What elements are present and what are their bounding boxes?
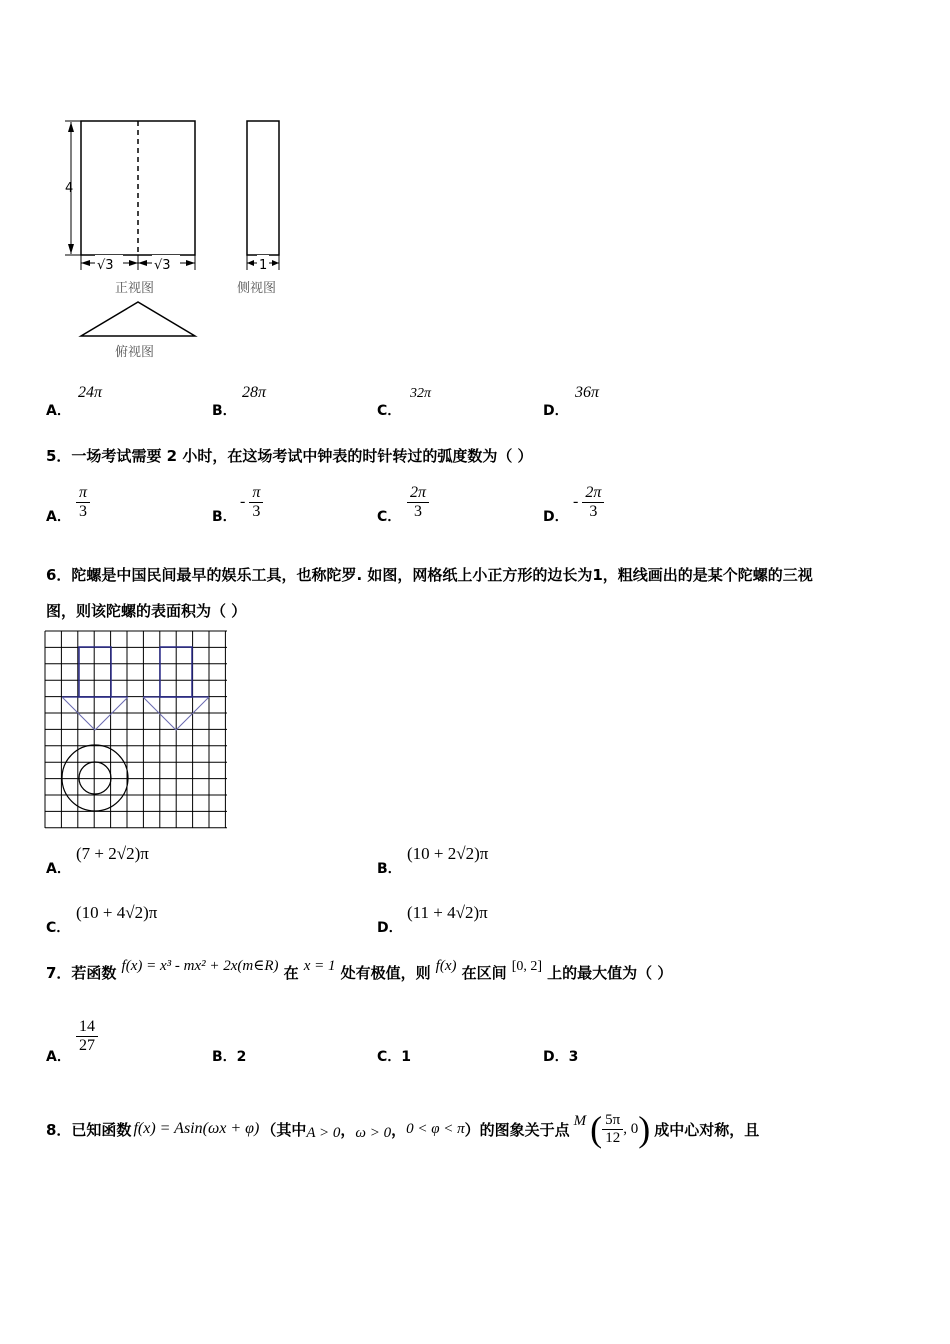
q8-sep1: ，	[340, 1120, 356, 1139]
q6-top-view-inner-circle	[79, 762, 111, 794]
height-arrow-bottom	[68, 244, 74, 254]
q6-option-c-value: (10 + 4√2)π	[76, 903, 158, 922]
q5-option-a-label: A．	[46, 509, 71, 525]
q7-option-a-label: A．	[46, 1049, 71, 1065]
q4-option-d-value: 36π	[575, 384, 600, 401]
q8-cond-phi: 0 < φ < π	[406, 1120, 465, 1137]
grid-lines	[45, 631, 227, 828]
side-width-label: 1	[259, 258, 268, 273]
height-label: 4	[65, 181, 74, 196]
top-view-triangle	[81, 302, 195, 336]
q5-option-c-label: C．	[377, 509, 402, 525]
q6-front-view-rect	[79, 647, 111, 697]
q4-option-a-value: 24π	[78, 384, 103, 401]
q7-option-a-value: $\frac{14}{27}$	[76, 1018, 98, 1054]
q7-fx: f(x)	[435, 958, 457, 974]
q7-mid3: 在区间	[461, 964, 507, 982]
q8-cond-a: A > 0	[306, 1124, 341, 1141]
q8-paren-close: ）的图象关于点	[464, 1120, 570, 1139]
q6-option-a-value: (7 + 2√2)π	[76, 844, 149, 863]
q7-prefix: 7．若函数	[46, 964, 117, 982]
width-left-label: √3	[97, 258, 114, 273]
q6-top-view-outer-circle	[62, 745, 128, 811]
q5-option-d-value: - $\frac{2\pi}{3}$	[573, 484, 604, 520]
q6-option-d-value: (11 + 4√2)π	[407, 903, 488, 922]
q5-option-d-label: D．	[543, 509, 569, 525]
q8-function: f(x) = Asin(ωx + φ)	[133, 1120, 260, 1137]
q5-option-c-value: $\frac{2\pi}{3}$	[407, 484, 429, 520]
q7-question-line	[46, 958, 673, 983]
q6-option-b-value: (10 + 2√2)π	[407, 844, 489, 863]
q4-option-b-label: B．	[212, 403, 237, 419]
q8-point: ( $\frac{5\pi}{12}$ , 0 )	[590, 1109, 651, 1149]
q8-sep2: ，	[391, 1120, 407, 1139]
q5-question-text: 5．一场考试需要 2 小时，在这场考试中钟表的时针转过的弧度数为（ ）	[46, 447, 533, 465]
q5-option-b-label: B．	[212, 509, 237, 525]
q4-option-d-label: D．	[543, 403, 569, 419]
q4-option-c-value: 32π	[410, 386, 432, 401]
q8-prefix: 8．已知函数	[46, 1120, 132, 1139]
q8-question-line	[46, 1104, 759, 1154]
q6-question-line2: 图，则该陀螺的表面积为（ ）	[46, 602, 247, 620]
q5-option-a-value: $\frac{\pi}{3}$	[76, 484, 90, 520]
front-view-caption: 正视图	[115, 281, 155, 296]
q8-paren-open: （其中	[261, 1120, 307, 1139]
q4-option-a-label: A．	[46, 403, 71, 419]
q4-option-b-value: 28π	[242, 384, 267, 401]
q6-option-a-label: A．	[46, 861, 71, 877]
q7-option-c: C．1	[377, 1049, 412, 1065]
q7-suffix: 上的最大值为（ ）	[547, 964, 673, 982]
q6-option-b-label: B．	[377, 861, 402, 877]
q4-option-c-label: C．	[377, 403, 402, 419]
q6-grid-figure	[44, 630, 232, 832]
q7-function: f(x) = x³ - mx² + 2x(m∈R)	[121, 958, 279, 974]
q6-question-line1: 6．陀螺是中国民间最早的娱乐工具，也称陀罗. 如图，网格纸上小正方形的边长为1，粗线画出的是某个陀螺的三视	[46, 566, 813, 584]
height-arrow-top	[68, 122, 74, 132]
q8-suffix: 成中心对称，且	[654, 1120, 760, 1139]
q7-condition: x = 1	[303, 958, 336, 974]
q7-option-b: B．2	[212, 1049, 247, 1065]
width-right-label: √3	[154, 258, 171, 273]
q7-option-d: D．3	[543, 1049, 579, 1065]
q7-mid1: 在	[283, 964, 299, 982]
q8-cond-omega: ω > 0	[355, 1124, 392, 1141]
q4-three-view-figure	[55, 110, 305, 365]
side-view-caption: 侧视图	[237, 281, 277, 296]
q5-option-b-value: - $\frac{\pi}{3}$	[240, 484, 263, 520]
q7-interval: [0, 2]	[511, 959, 543, 974]
side-view-rect	[247, 121, 279, 255]
q8-point-name: M	[573, 1112, 587, 1129]
top-view-caption: 俯视图	[115, 345, 155, 360]
q7-mid2: 处有极值，则	[340, 964, 431, 982]
q6-option-c-label: C．	[46, 920, 71, 936]
q6-option-d-label: D．	[377, 920, 403, 936]
